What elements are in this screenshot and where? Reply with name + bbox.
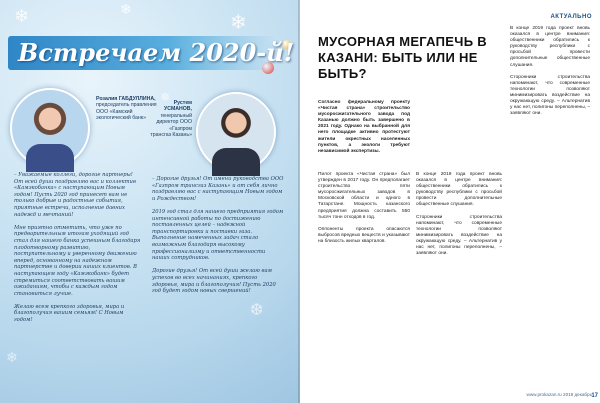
section-rubric: АКТУАЛЬНО: [550, 14, 592, 20]
snowflake-icon: ❄: [230, 10, 247, 34]
person2-name: Рустем УСМАНОВ,: [164, 100, 192, 113]
snowflake-icon: ❅: [160, 90, 171, 104]
greeting-text-column-2: – Дорогие друзья! От имени руководства ООО «Газпром трансгаз Казань» и от себя лично поздравляю вас с наступающим Новым годом и Рождеством! 2019 год стал для нашего предприятия годом интенсивной работы по достижению поставленных целей – надежной транспортировки и поставки газа. Выполнение намеченных задач стало возможным благодаря высокому профессионализму и ответственности наших сотрудников. Дорогие друзья! От всей души желаю вам успехов во всех начинаниях, крепкого здоровья, мира и благополучия! Пусть 2020 год будет годом новых свершений!: [152, 176, 284, 295]
page-footer: www.prokazan.ru 2019 декабрь: [526, 392, 592, 397]
article-page: [300, 0, 600, 403]
snowflake-icon: ❄: [120, 2, 132, 18]
article-column-1: Пилот проекта «Чистая страна» был утвержден в 2017 году. Он предполагает строительство пяти мусоросжигательных заводов в Московской области и одного в Татарстане. Мощность казанского предприятия должна составить 550 тысяч тонн отходов в год. Оппоненты проекта опасаются выбросов вредных веществ и указывают на близость жилых кварталов.: [318, 172, 410, 245]
title-banner: [8, 36, 295, 70]
person1-name: Розалия ГАБДУЛЛИНА,: [96, 96, 156, 102]
snowflake-icon: ❄: [14, 6, 30, 27]
caption-person2: [150, 100, 192, 138]
person1-role: председатель правления ООО «Камский экологический банк»: [96, 102, 157, 122]
article-headline: МУСОРНАЯ МЕГАПЕЧЬ В КАЗАНИ: БЫТЬ ИЛИ НЕ БЫТЬ?: [318, 34, 487, 81]
page-number: 17: [591, 393, 598, 399]
person2-role: генеральный директор ООО «Газпром трансгаз Казань»: [150, 112, 192, 139]
page-title: Встречаем 2020-й!: [18, 38, 295, 67]
snowflake-icon: ❆: [250, 300, 264, 319]
snowflake-icon: ❄: [6, 350, 18, 366]
article-lead: Согласно федеральному проекту «Чистая страна» строительство мусоросжигательного завода под Казанью должно быть завершено в 2021 году. Однако на выбранной для него площадке активно протестуют жители окрестных населенных пунктов, а экологи требуют независимой экспертизы.: [318, 100, 410, 154]
article-column-2: В конце 2019 года проект вновь оказался в центре внимания: общественники обратились к руководству республики с просьбой провести дополнительные общественные слушания. Сторонники строительства напоминают, что современные технологии позволяют минимизировать воздействие на окружающую среду. – Альтернатив у нас нет, полигоны переполнены, – заявляют они.: [416, 172, 502, 257]
greeting-text-column-1: – Уважаемые коллеги, дорогие партнеры! От всей души поздравляю вас и коллектив «Камэкобанка» с наступающим Новым годом! Пусть 2020 год принесет вам не только добрые и радостные события, приятные встречи, исполнение давних надежд и мечтаний! Мне приятно отметить, что уже по предварительным итогам уходящий год стал для нашего банка успешным благодаря плодотворному развитию, поступательному и уверенному движению вперед, основанному на надежном партнерстве и доверии наших клиентов. В наступающем году «Камэкобанк» будет стремиться соответствовать вашим ожиданиям, чтобы с каждым годом становиться лучше. Желаю всем крепкого здоровья, мира и благополучия вашим семьям! С Новым годом!: [14, 172, 141, 324]
article-column-3: В конце 2019 года проект вновь оказался в центре внимания: общественники обратились к руководству республики с просьбой провести дополнительные общественные слушания. Сторонники строительства напоминают, что современные технологии позволяют минимизировать воздействие на окружающую среду. – Альтернатив у нас нет, полигоны переполнены, – заявляют они.: [510, 26, 590, 117]
portrait-photo-woman: [10, 88, 90, 168]
portrait-photo-man: [196, 92, 276, 172]
